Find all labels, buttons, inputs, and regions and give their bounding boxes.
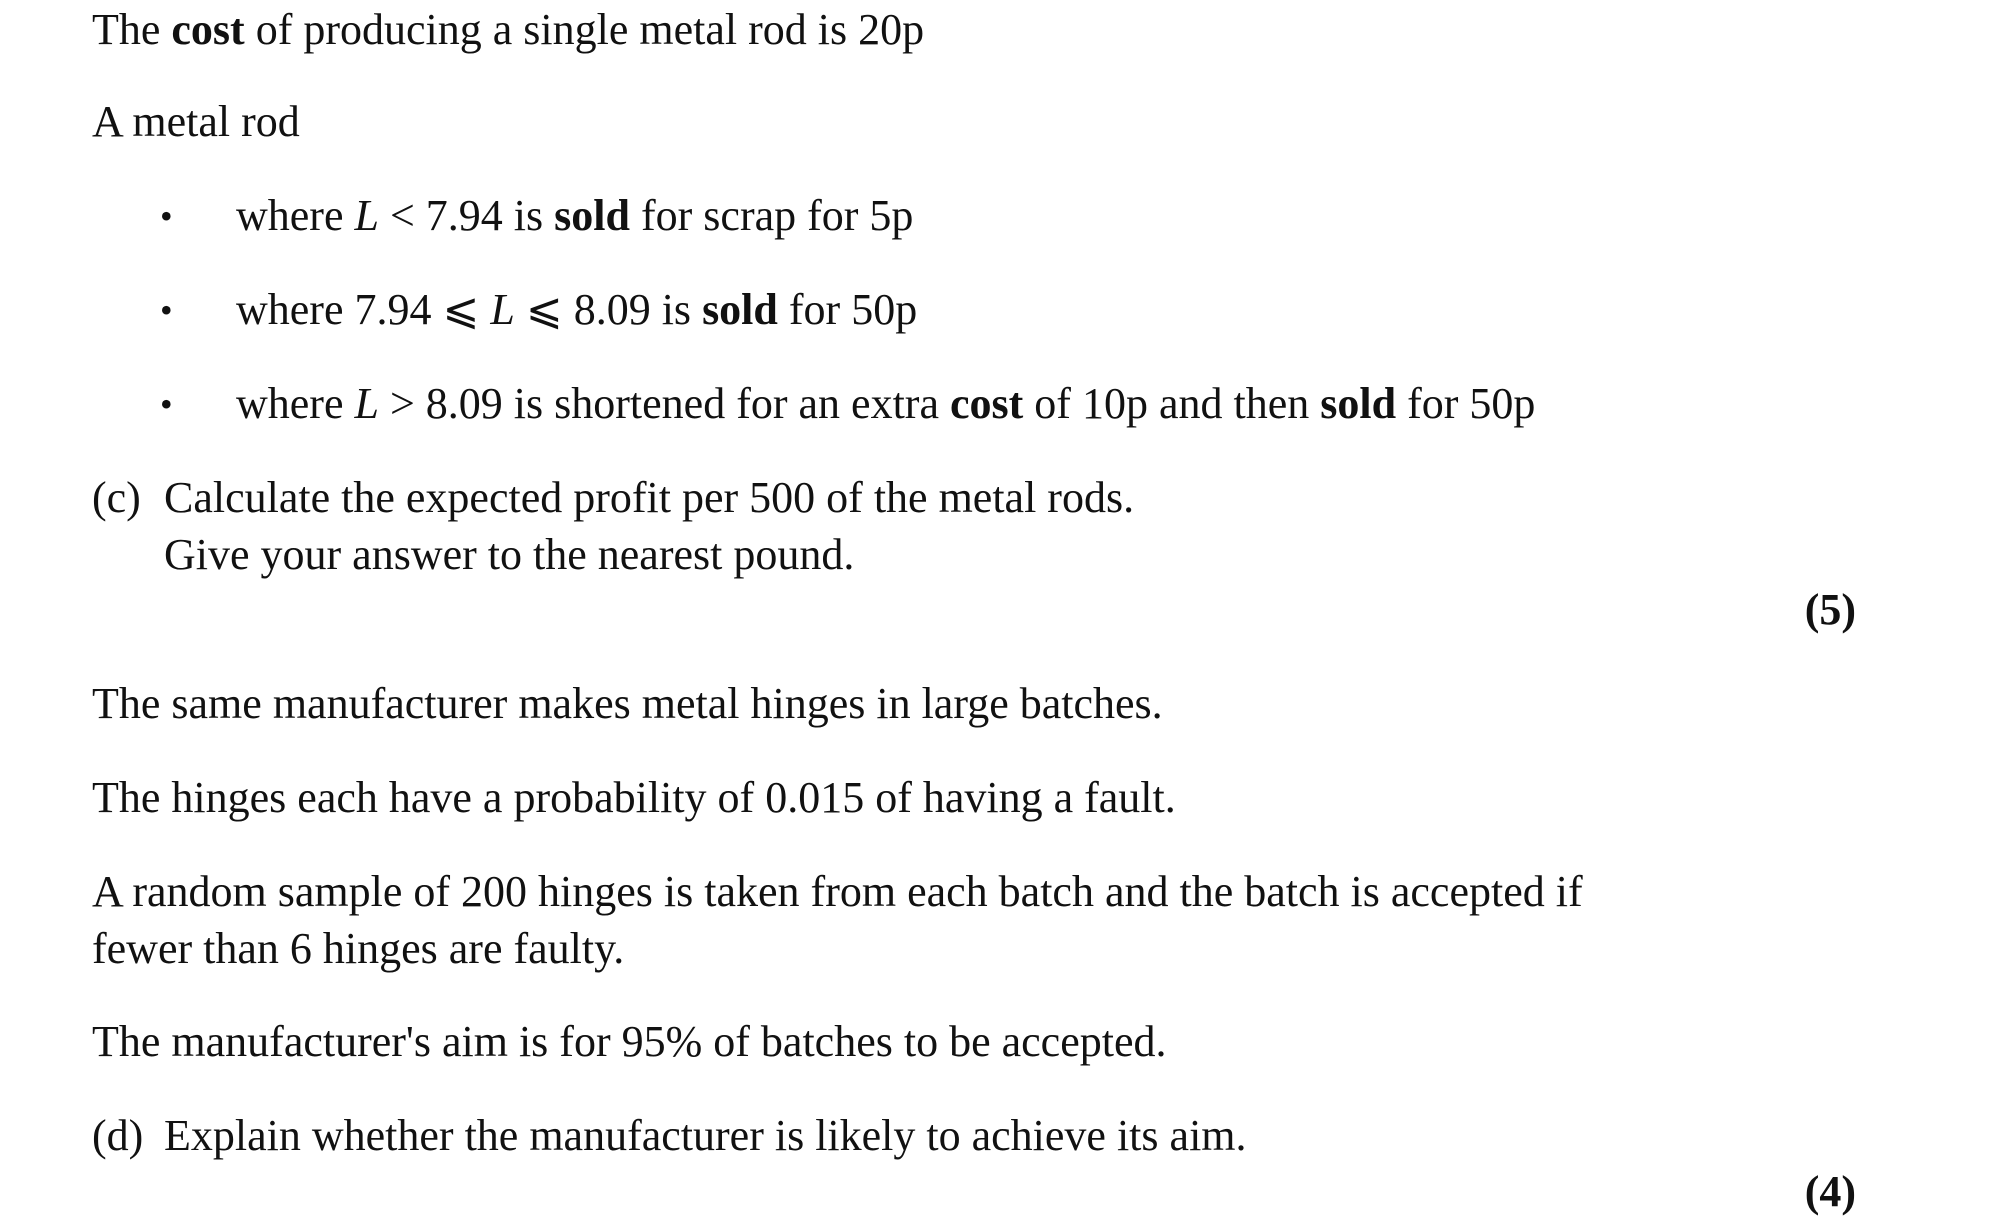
bullet-text: where L > 8.09 is shortened for an extra cost of 10p and then sold for 50p (236, 379, 1536, 428)
marks-label: (4) (1804, 1167, 1856, 1216)
bullet-icon: • (160, 290, 173, 330)
part-text: Explain whether the manufacturer is likely to achieve its aim. (164, 1111, 1247, 1160)
part-label: (c) (92, 473, 141, 522)
bold-term: cost (949, 379, 1024, 428)
bullet-text: where 7.94 ⩽ L ⩽ 8.09 is sold for 50p (236, 285, 918, 334)
bullet-text: where L < 7.94 is sold for scrap for 5p (236, 191, 914, 240)
hinges-paragraph: The hinges each have a probability of 0.015 of having a fault. (92, 773, 1176, 822)
marks-label: (5) (1804, 585, 1856, 634)
hinges-paragraph: The manufacturer's aim is for 95% of batches to be accepted. (92, 1017, 1167, 1066)
text-segment: of producing a single metal rod is 20p (244, 5, 925, 54)
hinges-paragraph: A random sample of 200 hinges is taken from each batch and the batch is accepted if (92, 867, 1583, 916)
bold-term: sold (702, 285, 778, 334)
rod-intro: A metal rod (92, 97, 300, 146)
part-text: Calculate the expected profit per 500 of the metal rods. (164, 473, 1135, 522)
bold-term: sold (1320, 379, 1397, 428)
hinges-paragraph: The same manufacturer makes metal hinges in large batches. (92, 679, 1163, 728)
bullet-icon: • (160, 196, 173, 236)
bullet-icon: • (160, 384, 173, 424)
variable: L (354, 379, 379, 428)
part-label: (d) (92, 1111, 144, 1160)
variable: L (490, 285, 515, 334)
hinges-paragraph-cont: fewer than 6 hinges are faulty. (92, 924, 625, 973)
variable: L (354, 191, 379, 240)
part-text: Give your answer to the nearest pound. (164, 530, 855, 579)
text-segment: The (92, 5, 172, 54)
cost-statement (92, 2, 924, 58)
bold-term: sold (554, 191, 630, 240)
bold-term: cost (171, 5, 245, 54)
